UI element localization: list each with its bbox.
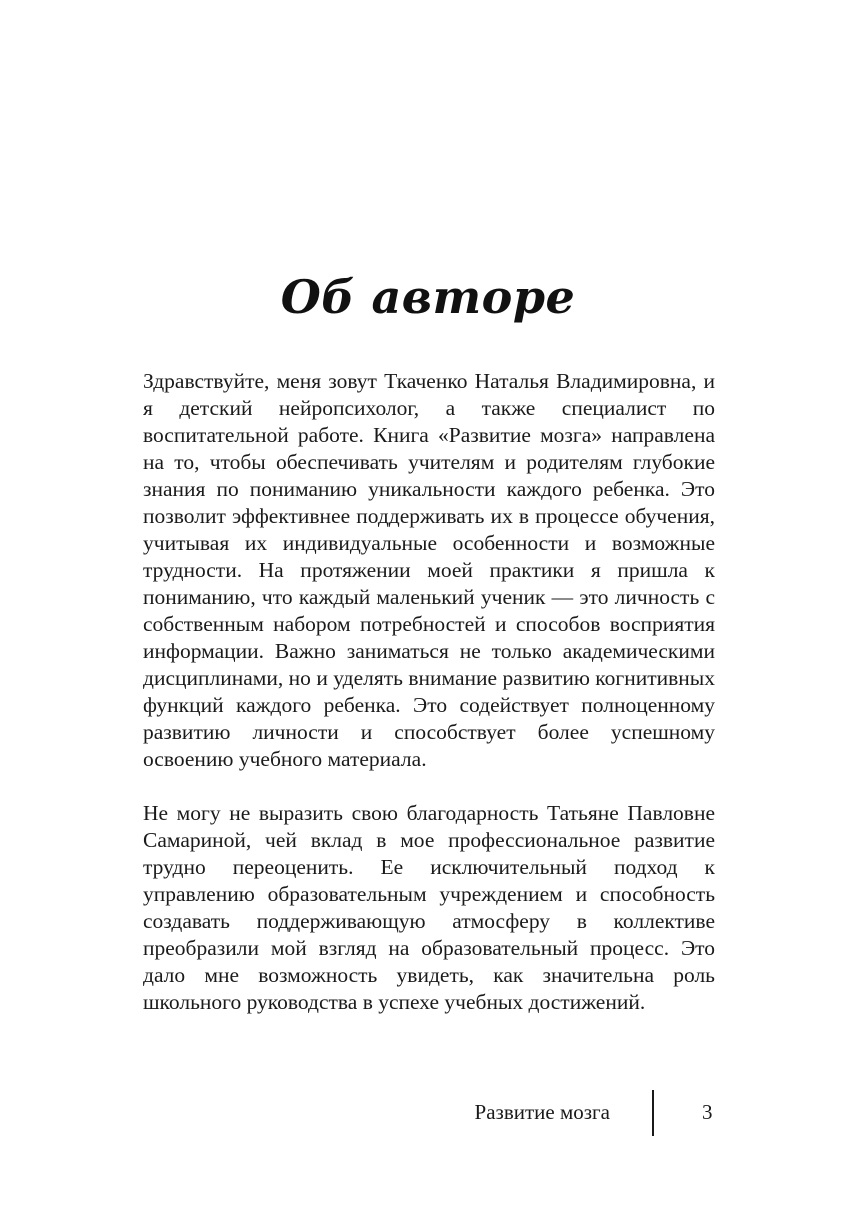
paragraph-1: Здравствуйте, меня зовут Ткаченко Наталья Владимировна, и я детский нейропсихолог, а также специалист по воспитательной работе. Книга «Развитие мозга» направлена на то, чтобы обеспечивать учителям и родителям глубокие знания по пониманию уникальности каждого ребенка. Это позволит эффективнее поддерживать их в процессе обучения, учитывая их индивидуальные особенности и возможные трудности. На протяжении моей практики я пришла к пониманию, что каждый маленький ученик — это личность с собственным набором потребностей и способов восприятия информации. Важно заниматься не только академическими дисциплинами, но и уделять внимание развитию когнитивных функций каждого ребенка. Это содействует полноценному развитию личности и способствует более успешному освоению учебного материала. <box>143 369 715 771</box>
page-title: Об авторе <box>280 269 576 324</box>
body-text <box>143 368 715 1016</box>
page-number: 3 <box>702 1100 713 1124</box>
running-title: Развитие мозга <box>474 1100 610 1124</box>
page-footer <box>0 1090 856 1138</box>
paragraph-2: Не могу не выразить свою благодарность Татьяне Павловне Самариной, чей вклад в мое профессиональное развитие трудно переоценить. Ее исключительный подход к управлению образовательным учреждением и способность создавать поддерживающую атмосферу в коллективе преобразили мой взгляд на образовательный процесс. Это дало мне возможность увидеть, как значительна роль школьного руководства в успехе учебных достижений. <box>143 801 715 1014</box>
footer-divider <box>652 1090 654 1136</box>
